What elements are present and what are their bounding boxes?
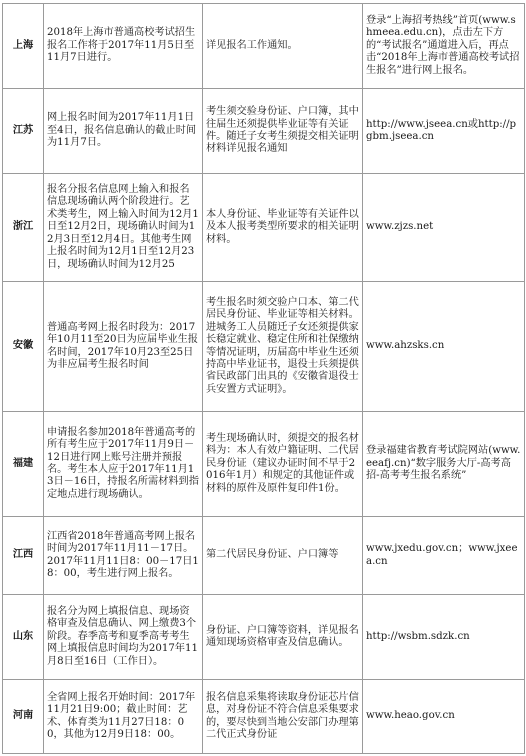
registration-time-cell: 报名分报名信息网上输入和报名信息现场确认两个阶段进行。艺术类考生，网上输入时间为12月1日至12月2日，现场确认时间为12月3日至12月4日。其他考生网上报名时间为12月1日至12月23日，现场确认时间为12月25 [44,174,203,282]
registration-time-cell: 普通高考网上报名时段为：2017年10月11至20日为应届毕业生报名时间，2017年10月23至25日为非应届考生报名时间 [44,282,203,412]
exam-registration-table [2,3,525,754]
website-cell: www.jxedu.gov.cn；www.jxeea.cn [363,517,525,595]
table-row [3,412,525,517]
registration-time-cell: 江西省2018年普通高考网上报名时间为2017年11月11－17日。2017年11月11日8：00－17日18：00，考生进行网上报名。 [44,517,203,595]
website-cell: 登录“上海招考热线”首页(www.shmeea.edu.cn)，点击左下方的“考试报名”通道进入后，再点击“2018年上海市普通高校考试招生报名”进行网上报名。 [363,4,525,89]
materials-cell: 详见报名工作通知。 [203,4,363,89]
registration-time-cell: 申请报名参加2018年普通高考的所有考生应于2017年11月9日－12日进行网上账号注册并预报名。考生本人应于2017年11月13日－16日，持报名所需材料到指定地点进行现场确认。 [44,412,203,517]
province-cell: 江西 [3,517,44,595]
table-row [3,680,525,754]
materials-cell: 第二代居民身份证、户口簿等 [203,517,363,595]
province-cell: 山东 [3,595,44,680]
province-cell: 河南 [3,680,44,754]
province-cell: 江苏 [3,89,44,174]
website-cell: 登录福建省教育考试院网站(www.eeafj.cn)“数字服务大厅-高考高招-高考考生报名系统” [363,412,525,517]
table-row [3,4,525,89]
website-cell: http://wsbm.sdzk.cn [363,595,525,680]
province-cell: 福建 [3,412,44,517]
website-cell: www.zjzs.net [363,174,525,282]
registration-time-cell: 网上报名时间为2017年11月1日至4日，报名信息确认的截止时间为11月7日。 [44,89,203,174]
registration-time-cell: 全省网上报名开始时间：2017年11月21日9:00；截止时间：艺术、体育类为11月27日18：00，其他为12月9日18：00。 [44,680,203,754]
registration-time-cell: 2018年上海市普通高校考试招生报名工作将于2017年11月5日至11月7日进行。 [44,4,203,89]
materials-cell: 考生报名时须交验户口本、第二代居民身份证、毕业证等相关材料。进城务工人员随迁子女还须提供家长稳定就业、稳定住所和社保缴纳等情况证明，历届高中毕业生还须持高中毕业证书，退役士兵须提供省民政部门出具的《安徽省退役士兵安置方式证明》。 [203,282,363,412]
table-row [3,89,525,174]
table-row [3,174,525,282]
table-row [3,282,525,412]
website-cell: www.ahzsks.cn [363,282,525,412]
materials-cell: 考生现场确认时，须提交的报名材料为：本人有效户籍证明、二代居民身份证（建议办证时间不早于2016年1月）和规定的其他证件或材料的原件及原件复印件1份。 [203,412,363,517]
materials-cell: 身份证、户口簿等资料，详见报名通知现场资格审查及信息确认。 [203,595,363,680]
table-row [3,595,525,680]
province-cell: 浙江 [3,174,44,282]
registration-time-cell: 报名分为网上填报信息、现场资格审查及信息确认、网上缴费3个阶段。春季高考和夏季高考考生网上填报信息时间均为2017年11月8日至16日（工作日）。 [44,595,203,680]
province-cell: 上海 [3,4,44,89]
materials-cell: 报名信息采集将读取身份证芯片信息，对身份证不符合信息采集要求的，要尽快到当地公安部门办理第二代正式身份证 [203,680,363,754]
materials-cell: 考生须交验身份证、户口簿，其中往届生还须提供毕业证等有关证件。随迁子女考生须提交相关证明材料详见报名通知 [203,89,363,174]
table-row [3,517,525,595]
website-cell: http://www.jseea.cn或http://pgbm.jseea.cn [363,89,525,174]
materials-cell: 本人身份证、毕业证等有关证件以及本人报考类型所要求的相关证明材料。 [203,174,363,282]
province-cell: 安徽 [3,282,44,412]
website-cell: www.heao.gov.cn [363,680,525,754]
